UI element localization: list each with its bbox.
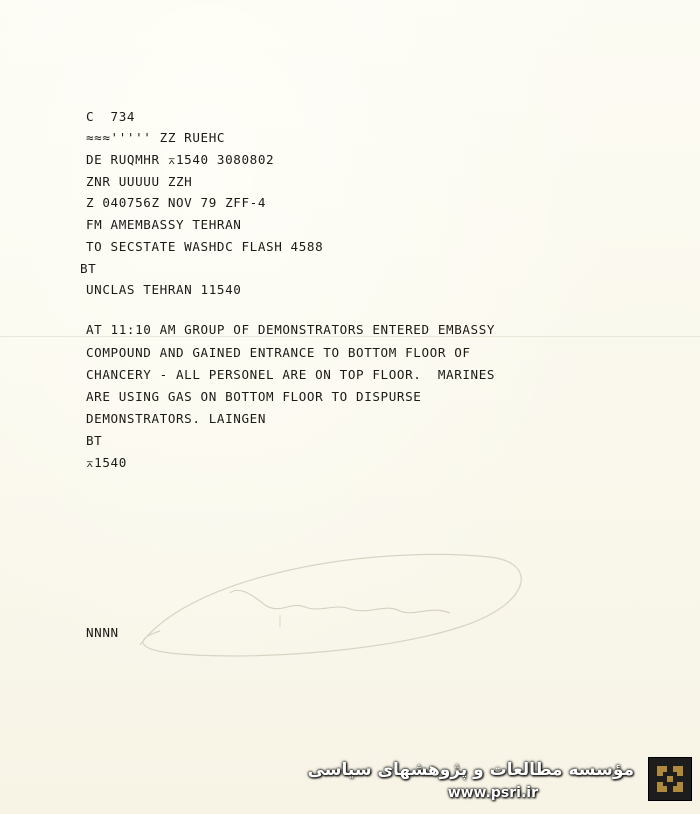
body-line-7: ⌅1540 <box>86 455 127 470</box>
body-line-2: COMPOUND AND GAINED ENTRANCE TO BOTTOM FLOOR OF <box>86 345 471 360</box>
body-line-4: ARE USING GAS ON BOTTOM FLOOR TO DISPURSE <box>86 389 422 404</box>
faint-signature <box>130 535 530 665</box>
header-line-5: Z 040756Z NOV 79 ZFF-4 <box>86 195 267 210</box>
header-line-7: TO SECSTATE WASHDC FLASH 4588 <box>86 239 324 254</box>
body-line-1: AT 11:10 AM GROUP OF DEMONSTRATORS ENTERED EMBASSY <box>86 322 496 337</box>
header-line-2: ≈≈≈''''' ZZ RUEHC <box>86 130 226 145</box>
body-line-6: BT <box>86 433 103 448</box>
body-line-5: DEMONSTRATORS. LAINGEN <box>86 411 267 426</box>
header-line-8: BT <box>80 261 97 276</box>
watermark <box>307 748 700 814</box>
header-line-1: C 734 <box>86 109 136 124</box>
header-line-9: UNCLAS TEHRAN 11540 <box>86 282 242 297</box>
psri-logo-icon <box>648 757 692 801</box>
end-of-message: NNNN <box>86 625 119 640</box>
institute-name: مؤسسه مطالعات و پژوهشهای سیاسی <box>307 760 634 780</box>
body-line-3: CHANCERY - ALL PERSONEL ARE ON TOP FLOOR. MARINES <box>86 367 496 382</box>
header-line-3: DE RUQMHR ⌅1540 3080802 <box>86 152 275 167</box>
header-line-4: ZNR UUUUU ZZH <box>86 174 193 189</box>
header-line-6: FM AMEMBASSY TEHRAN <box>86 217 242 232</box>
institute-url: www.psri.ir <box>447 785 538 801</box>
